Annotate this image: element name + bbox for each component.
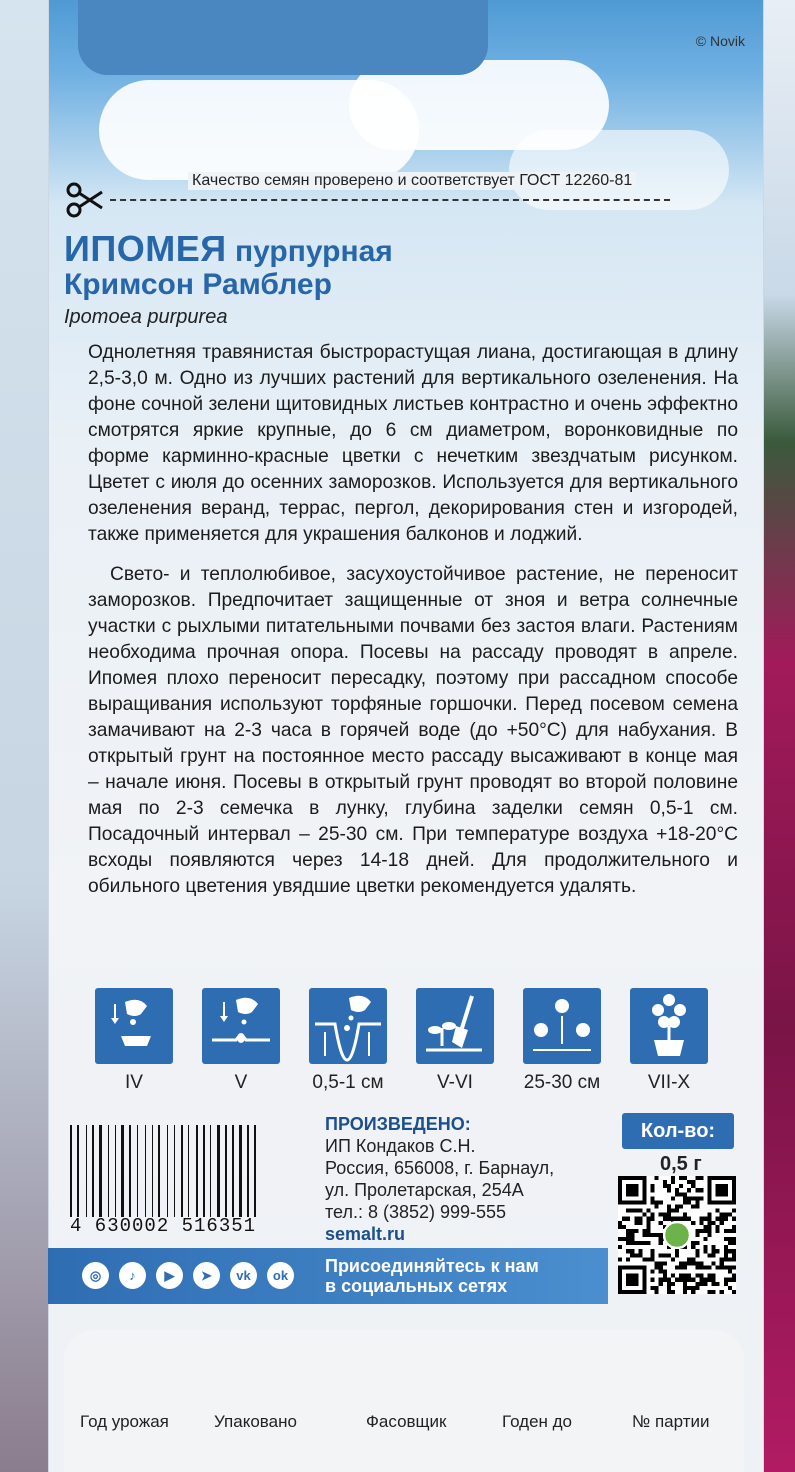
barcode-bar	[225, 1125, 227, 1217]
barcode-bar	[200, 1125, 201, 1217]
barcode-bar	[121, 1125, 124, 1217]
youtube-icon[interactable]: ▶	[156, 1262, 183, 1289]
batch-field-packer: Фасовщик	[366, 1412, 447, 1431]
pictogram-row	[95, 988, 715, 1098]
pictogram-label: V	[234, 1072, 248, 1093]
instagram-icon[interactable]: ◎	[82, 1262, 109, 1289]
barcode-bar	[129, 1125, 131, 1217]
barcode-bar	[188, 1125, 189, 1217]
barcode-bar	[236, 1125, 237, 1217]
pictogram-flowering	[630, 988, 710, 1098]
title-main: ИПОМЕЯ	[64, 228, 227, 269]
sowing-depth-icon	[309, 988, 387, 1064]
barcode-bar	[86, 1125, 87, 1217]
pictogram-sowing-ground	[202, 988, 282, 1098]
pictogram-label: 25-30 см	[523, 1072, 601, 1093]
scissors-icon	[64, 180, 104, 220]
batch-field-packed: Упаковано	[214, 1412, 297, 1431]
producer-line: ул. Пролетарская, 254А	[325, 1180, 524, 1200]
telegram-icon[interactable]: ➤	[193, 1262, 220, 1289]
barcode-number: 4 630002 516351	[70, 1215, 257, 1237]
barcode-bar	[162, 1125, 165, 1217]
barcode-bar	[191, 1125, 194, 1217]
barcode-bar	[155, 1125, 156, 1217]
barcode-bar	[148, 1125, 150, 1217]
qr-code[interactable]	[618, 1176, 736, 1294]
barcode-bar	[251, 1125, 252, 1217]
barcode-bar	[177, 1125, 179, 1217]
barcode-bar	[254, 1125, 256, 1217]
barcode-bar	[137, 1125, 138, 1217]
social-text	[325, 1256, 539, 1296]
product-title	[64, 228, 393, 270]
producer-heading: ПРОИЗВЕДЕНО:	[325, 1114, 471, 1134]
pictogram-label: IV	[125, 1072, 143, 1093]
flowering-icon	[630, 988, 708, 1064]
latin-name: Ipomoea purpurea	[64, 306, 228, 328]
barcode-bar	[70, 1125, 72, 1217]
barcode-bar	[207, 1125, 208, 1217]
producer-info	[325, 1113, 554, 1245]
producer-site-link[interactable]: semalt.ru	[325, 1224, 406, 1244]
batch-field-expiry: Годен до	[502, 1412, 573, 1431]
barcode-bar	[167, 1125, 168, 1217]
barcode-bar	[92, 1125, 94, 1217]
barcode-bar	[213, 1125, 215, 1217]
barcode-bar	[247, 1125, 249, 1217]
cut-line	[110, 199, 670, 201]
social-icons	[82, 1262, 294, 1289]
barcode	[70, 1125, 295, 1235]
barcode-bar	[118, 1125, 119, 1217]
pictogram-spacing	[523, 988, 603, 1098]
description-paragraph-1: Однолетняя травянистая быстрорастущая лиана, достигающая в длину 2,5-3,0 м. Одно из лучших растений для вертикального озеленения. На фоне сочной зелени щитовидных листьев контрастно и очень эффектно смотрятся яркие крупные, до 6 см диаметром, воронковидные по форме карминно-красные цветки с нечетким звездчатым рисунком. Цветет с июля до осенних заморозков. Используется для вертикального озеленения веранд, террас, пергол, декорирования стен и изгородей, также применяется для украшения балконов и лоджий.	[88, 342, 738, 545]
barcode-bar	[152, 1125, 153, 1217]
barcode-bar	[185, 1125, 186, 1217]
barcode-bar	[232, 1125, 234, 1217]
producer-phone: тел.: 8 (3852) 999-555	[325, 1202, 507, 1222]
pictogram-planting-out	[416, 988, 496, 1098]
social-text-line: в социальных сетях	[325, 1276, 508, 1296]
pictogram-sowing-seedlings	[95, 988, 175, 1098]
tiktok-icon[interactable]: ♪	[119, 1262, 146, 1289]
barcode-bar	[77, 1125, 79, 1217]
barcode-bar	[158, 1125, 160, 1217]
copyright: © Novik	[695, 33, 745, 49]
barcode-bar	[203, 1125, 205, 1217]
variety-name: Кримсон Рамблер	[64, 268, 332, 301]
batch-field-lot: № партии	[632, 1412, 710, 1431]
barcode-bar	[140, 1125, 143, 1217]
producer-line: ИП Кондаков С.Н.	[325, 1136, 476, 1156]
producer-line: Россия, 656008, г. Барнаул,	[325, 1158, 555, 1178]
quantity-label: Кол-во:	[622, 1113, 734, 1149]
barcode-bar	[96, 1125, 97, 1217]
ok-icon[interactable]: ok	[267, 1262, 294, 1289]
barcode-bar	[81, 1125, 84, 1217]
barcode-bar	[145, 1125, 146, 1217]
barcode-bar	[174, 1125, 175, 1217]
barcode-bar	[170, 1125, 172, 1217]
batch-field-harvest-year: Год урожая	[80, 1412, 169, 1431]
description	[88, 340, 738, 914]
barcode-bar	[99, 1125, 102, 1217]
title-suffix: пурпурная	[226, 235, 393, 268]
pictogram-label: V-VI	[437, 1072, 473, 1093]
barcode-bar	[89, 1125, 90, 1217]
barcode-bar	[196, 1125, 198, 1217]
sowing-ground-icon	[202, 988, 280, 1064]
pictogram-sowing-depth	[309, 988, 389, 1098]
quality-note: Качество семян проверено и соответствует ГОСТ 12260-81	[188, 172, 636, 190]
barcode-bar	[115, 1125, 116, 1217]
barcode-bar	[108, 1125, 109, 1217]
barcode-bar	[181, 1125, 183, 1217]
planting-out-icon	[416, 988, 494, 1064]
social-text-line: Присоединяйтесь к нам	[325, 1256, 539, 1276]
hang-notch	[78, 0, 488, 75]
barcode-bar	[104, 1125, 106, 1217]
description-paragraph-2: Свето- и теплолюбивое, засухоустойчивое растение, не переносит заморозков. Предпочитает защищенные от зноя и ветра солнечные участки с рыхлыми питательными почвами без застоя влаги. Растениям необходима прочная опора. Посевы на рассаду проводят в апреле. Ипомея плохо переносит пересадку, поэтому при рассадном способе выращивания используют торфяные горшочки. Перед посевом семена замачивают на 2-3 часа в горячей воде (до +50°C) для набухания. В открытый грунт на постоянное место рассаду высаживают в конце мая – начале июня. Посевы в открытый грунт проводят во второй половине мая по 2-3 семечка в лунку, глубина заделки семян 0,5-1 см. Посадочный интервал – 25-30 см. При температуре воздуха +18-20°C всходы появляются через 14-18 дней. Для продолжительного и обильного цветения увядшие цветки рекомендуется удалять.	[88, 564, 738, 897]
barcode-bar	[217, 1125, 220, 1217]
barcode-bar	[222, 1125, 223, 1217]
barcode-bar	[126, 1125, 127, 1217]
quantity-value: 0,5 г	[660, 1153, 702, 1175]
vk-icon[interactable]: vk	[230, 1262, 257, 1289]
batch-panel	[64, 1330, 744, 1472]
pictogram-label: VII-X	[647, 1072, 691, 1093]
barcode-bar	[210, 1125, 211, 1217]
barcode-bar	[133, 1125, 135, 1217]
barcode-bar	[74, 1125, 75, 1217]
barcode-bar	[244, 1125, 245, 1217]
barcode-bar	[111, 1125, 113, 1217]
barcode-bar	[229, 1125, 230, 1217]
sowing-seedlings-icon	[95, 988, 173, 1064]
pictogram-label: 0,5-1 см	[312, 1072, 384, 1093]
spacing-icon	[523, 988, 601, 1064]
barcode-bar	[239, 1125, 242, 1217]
